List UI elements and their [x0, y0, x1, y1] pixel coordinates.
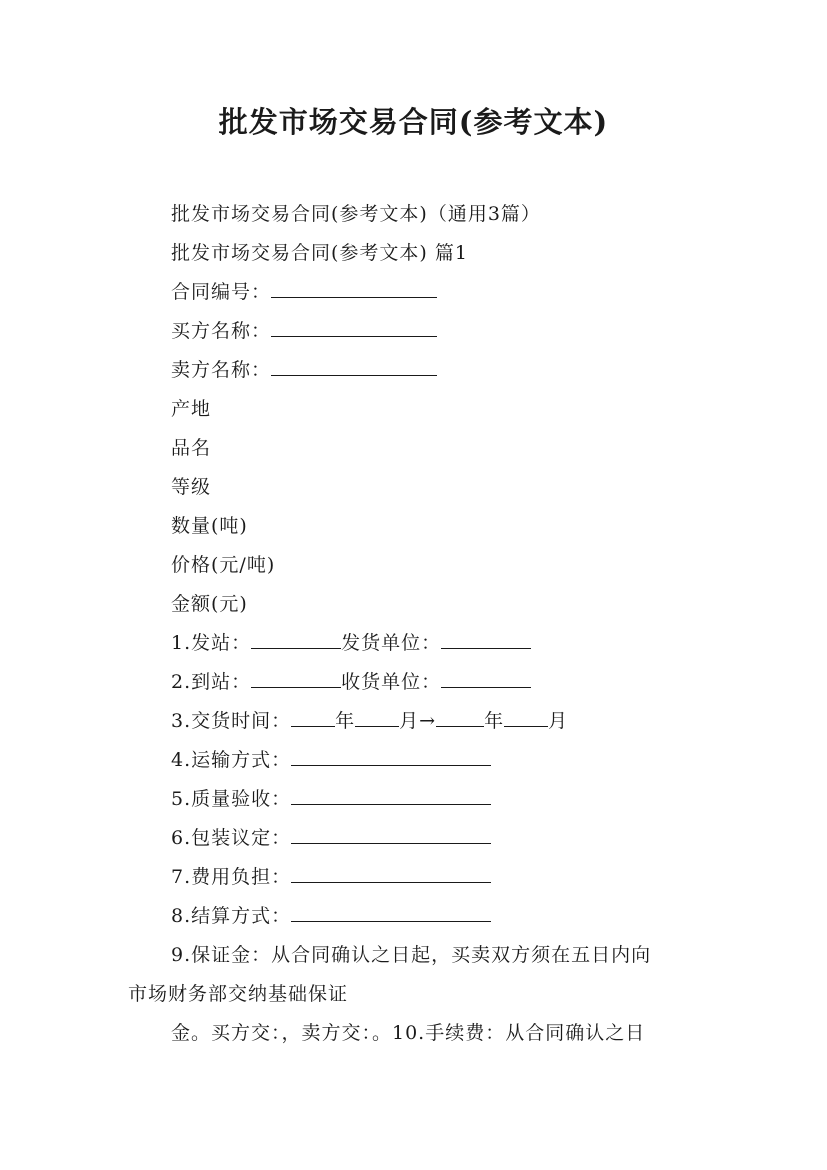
subtitle-part1: 批发市场交易合同(参考文本) 篇1	[171, 242, 468, 264]
start-month-blank[interactable]	[355, 708, 399, 727]
item-2-row	[171, 667, 531, 694]
buyer-row	[171, 316, 437, 343]
subtitle-general: 批发市场交易合同(参考文本)（通用3篇）	[171, 203, 541, 225]
item-2-label-b: 收货单位：	[341, 671, 442, 693]
departure-station-blank[interactable]	[251, 630, 341, 649]
item-7-label: 7.费用负担：	[171, 866, 292, 888]
year-text: 年	[335, 710, 356, 732]
item-1-label-a: 1.发站：	[171, 632, 252, 654]
field-product-name: 品名	[171, 437, 212, 459]
item-2-label-a: 2.到站：	[171, 671, 252, 693]
item-6-row	[171, 823, 491, 850]
transport-blank[interactable]	[291, 747, 491, 766]
contract-number-label: 合同编号：	[171, 281, 272, 303]
cost-blank[interactable]	[291, 864, 491, 883]
end-year-blank[interactable]	[436, 708, 484, 727]
seller-row	[171, 355, 437, 382]
field-price: 价格(元/吨)	[171, 554, 276, 576]
contract-number-row	[171, 277, 437, 304]
item-3-label: 3.交货时间：	[171, 710, 292, 732]
item-4-label: 4.运输方式：	[171, 749, 292, 771]
arrival-station-blank[interactable]	[251, 669, 341, 688]
item-9-line-2: 市场财务部交纳基础保证	[128, 983, 349, 1005]
item-4-row	[171, 745, 491, 772]
field-grade: 等级	[171, 476, 212, 498]
end-month-blank[interactable]	[504, 708, 548, 727]
field-origin: 产地	[171, 398, 212, 420]
arrow-icon: →	[419, 710, 437, 732]
document-title: 批发市场交易合同(参考文本)	[218, 105, 609, 139]
item-8-label: 8.结算方式：	[171, 905, 292, 927]
month-text: 月	[399, 710, 420, 732]
field-quantity: 数量(吨)	[171, 515, 248, 537]
seller-blank[interactable]	[271, 357, 437, 376]
buyer-blank[interactable]	[271, 318, 437, 337]
quality-blank[interactable]	[291, 786, 491, 805]
contract-number-blank[interactable]	[271, 279, 437, 298]
start-year-blank[interactable]	[291, 708, 335, 727]
item-9-line-1: 9.保证金：从合同确认之日起，买卖双方须在五日内向	[171, 944, 652, 966]
item-5-label: 5.质量验收：	[171, 788, 292, 810]
item-7-row	[171, 862, 491, 889]
item-1-label-b: 发货单位：	[341, 632, 442, 654]
item-3-row	[171, 706, 568, 733]
buyer-label: 买方名称：	[171, 320, 272, 342]
seller-label: 卖方名称：	[171, 359, 272, 381]
item-9-line-3: 金。买方交：，卖方交：。10.手续费：从合同确认之日	[171, 1022, 646, 1044]
item-8-row	[171, 901, 491, 928]
item-1-row	[171, 628, 531, 655]
year-text-2: 年	[484, 710, 505, 732]
item-5-row	[171, 784, 491, 811]
consignee-blank[interactable]	[441, 669, 531, 688]
settlement-blank[interactable]	[291, 903, 491, 922]
month-text-2: 月	[548, 710, 569, 732]
shipper-blank[interactable]	[441, 630, 531, 649]
packaging-blank[interactable]	[291, 825, 491, 844]
field-amount: 金额(元)	[171, 593, 248, 615]
item-6-label: 6.包装议定：	[171, 827, 292, 849]
